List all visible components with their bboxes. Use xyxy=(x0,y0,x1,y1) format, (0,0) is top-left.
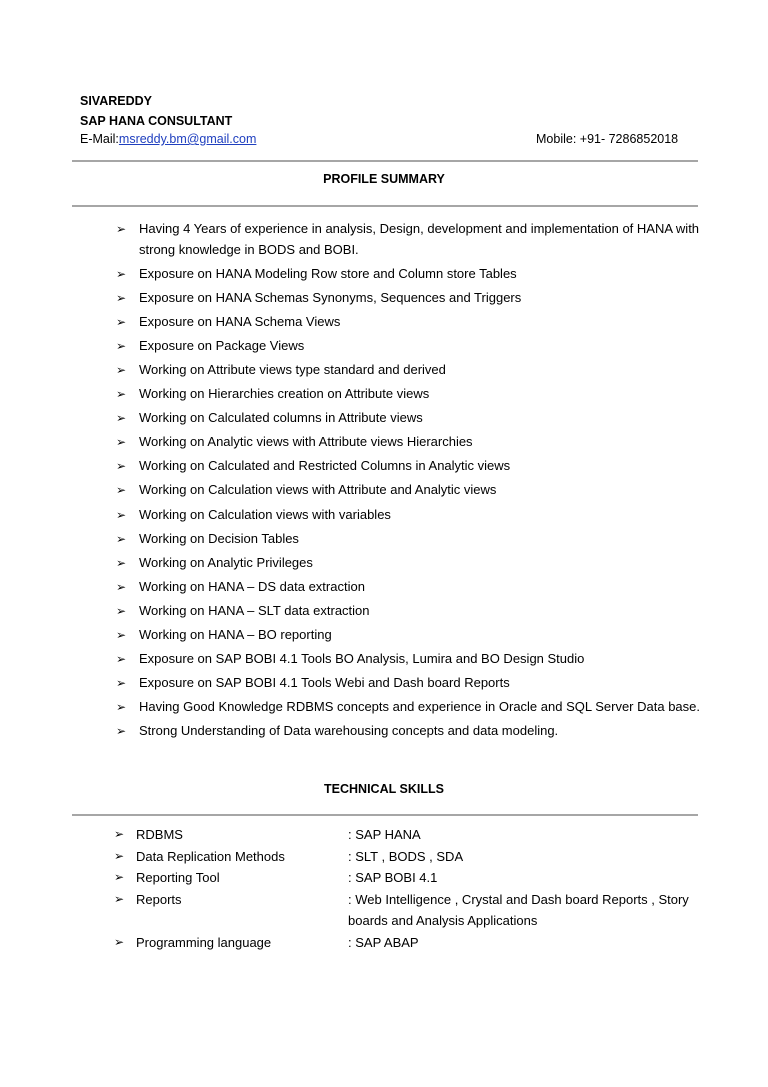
summary-item xyxy=(116,697,706,718)
skill-label: RDBMS xyxy=(136,827,183,842)
skill-value: : SLT , BODS , SDA xyxy=(348,848,464,864)
skill-label: Data Replication Methods xyxy=(136,848,285,864)
arrow-bullet-icon: ➢ xyxy=(116,435,127,450)
skill-value: : SAP HANA xyxy=(348,827,421,842)
skill-value: : Web Intelligence , Crystal and Dash board Reports , Story boards and Analysis Applications xyxy=(348,891,689,928)
skill-row xyxy=(114,932,704,954)
divider xyxy=(72,160,698,162)
arrow-bullet-icon: ➢ xyxy=(114,870,125,884)
arrow-bullet-icon: ➢ xyxy=(116,531,127,546)
summary-item xyxy=(116,505,706,526)
arrow-bullet-icon: ➢ xyxy=(114,827,125,841)
summary-item-text: Exposure on HANA Schema Views xyxy=(139,313,341,329)
arrow-bullet-icon: ➢ xyxy=(114,891,125,906)
skill-row xyxy=(114,889,704,932)
skill-label: Reports xyxy=(136,891,182,907)
summary-item-text: Having 4 Years of experience in analysis, Design, development and implementation of HANA with strong knowledge in BODS and BOBI. xyxy=(139,221,700,257)
summary-item xyxy=(116,673,706,694)
contact-line xyxy=(80,132,680,146)
arrow-bullet-icon: ➢ xyxy=(116,387,127,402)
summary-item-text: Exposure on HANA Schemas Synonyms, Sequences and Triggers xyxy=(139,289,522,305)
summary-item xyxy=(116,480,706,501)
summary-item-text: Exposure on HANA Modeling Row store and Column store Tables xyxy=(139,265,517,281)
summary-item-text: Having Good Knowledge RDBMS concepts and experience in Oracle and SQL Server Data base. xyxy=(139,699,700,715)
divider xyxy=(72,205,698,207)
summary-item xyxy=(116,408,706,429)
email-label: E-Mail: xyxy=(80,132,119,146)
arrow-bullet-icon: ➢ xyxy=(114,934,125,949)
skill-row xyxy=(114,867,704,889)
arrow-bullet-icon: ➢ xyxy=(116,459,127,474)
arrow-bullet-icon: ➢ xyxy=(116,290,127,305)
summary-item-text: Exposure on SAP BOBI 4.1 Tools BO Analysis, Lumira and BO Design Studio xyxy=(139,651,585,667)
skill-label: Reporting Tool xyxy=(136,870,220,885)
summary-item xyxy=(116,721,706,742)
skill-value: : SAP ABAP xyxy=(348,934,419,950)
divider xyxy=(72,814,698,816)
summary-item-text: Working on Calculation views with variables xyxy=(139,506,391,522)
arrow-bullet-icon: ➢ xyxy=(116,507,127,522)
arrow-bullet-icon: ➢ xyxy=(116,555,127,570)
skill-value: : SAP BOBI 4.1 xyxy=(348,870,438,885)
arrow-bullet-icon: ➢ xyxy=(116,603,127,618)
summary-item-text: Strong Understanding of Data warehousing concepts and data modeling. xyxy=(139,723,559,739)
summary-item xyxy=(116,384,706,405)
summary-item-text: Working on HANA – DS data extraction xyxy=(139,578,365,594)
summary-item xyxy=(116,336,706,357)
summary-item xyxy=(116,529,706,550)
arrow-bullet-icon: ➢ xyxy=(116,483,127,498)
arrow-bullet-icon: ➢ xyxy=(116,724,127,739)
email-link[interactable]: msreddy.bm@gmail.com xyxy=(118,132,257,146)
summary-item-text: Working on HANA – BO reporting xyxy=(139,627,332,642)
summary-item-text: Working on Decision Tables xyxy=(139,530,299,546)
arrow-bullet-icon: ➢ xyxy=(116,222,127,236)
arrow-bullet-icon: ➢ xyxy=(116,314,127,329)
skill-row xyxy=(114,824,704,846)
skill-row xyxy=(114,846,704,868)
mobile-number: Mobile: +91- 7286852018 xyxy=(536,132,679,146)
summary-item xyxy=(116,649,706,670)
candidate-name: SIVAREDDY xyxy=(80,94,153,108)
arrow-bullet-icon: ➢ xyxy=(116,411,127,426)
summary-item xyxy=(116,219,706,260)
summary-item-text: Working on Calculation views with Attribute and Analytic views xyxy=(139,482,497,498)
arrow-bullet-icon: ➢ xyxy=(116,266,127,281)
summary-item xyxy=(116,553,706,574)
technical-skills-table xyxy=(114,824,704,953)
summary-item xyxy=(116,312,706,333)
candidate-role: SAP HANA CONSULTANT xyxy=(80,114,233,128)
summary-item xyxy=(116,577,706,598)
profile-summary-list xyxy=(116,219,706,745)
arrow-bullet-icon: ➢ xyxy=(116,676,127,691)
arrow-bullet-icon: ➢ xyxy=(116,362,127,377)
arrow-bullet-icon: ➢ xyxy=(116,652,127,667)
summary-item xyxy=(116,264,706,285)
summary-item xyxy=(116,456,706,477)
arrow-bullet-icon: ➢ xyxy=(114,848,125,863)
summary-item-text: Exposure on Package Views xyxy=(139,337,305,353)
summary-item-text: Working on Calculated and Restricted Columns in Analytic views xyxy=(139,458,511,474)
summary-item-text: Working on Hierarchies creation on Attribute views xyxy=(139,386,430,402)
summary-item-text: Working on Calculated columns in Attribute views xyxy=(139,410,423,426)
arrow-bullet-icon: ➢ xyxy=(116,700,127,715)
skill-label: Programming language xyxy=(136,934,272,950)
summary-item xyxy=(116,360,706,381)
arrow-bullet-icon: ➢ xyxy=(116,338,127,353)
summary-item-text: Working on Analytic Privileges xyxy=(139,554,313,570)
summary-item xyxy=(116,601,706,622)
summary-item-text: Working on Attribute views type standard and derived xyxy=(139,361,446,377)
arrow-bullet-icon: ➢ xyxy=(116,628,127,642)
technical-skills-heading: TECHNICAL SKILLS xyxy=(324,782,444,796)
summary-item-text: Working on HANA – SLT data extraction xyxy=(139,602,370,618)
summary-item xyxy=(116,625,706,646)
profile-summary-heading: PROFILE SUMMARY xyxy=(323,172,445,186)
arrow-bullet-icon: ➢ xyxy=(116,579,127,594)
summary-item-text: Working on Analytic views with Attribute views Hierarchies xyxy=(139,434,473,450)
summary-item xyxy=(116,288,706,309)
summary-item xyxy=(116,432,706,453)
summary-item-text: Exposure on SAP BOBI 4.1 Tools Webi and Dash board Reports xyxy=(139,675,510,691)
